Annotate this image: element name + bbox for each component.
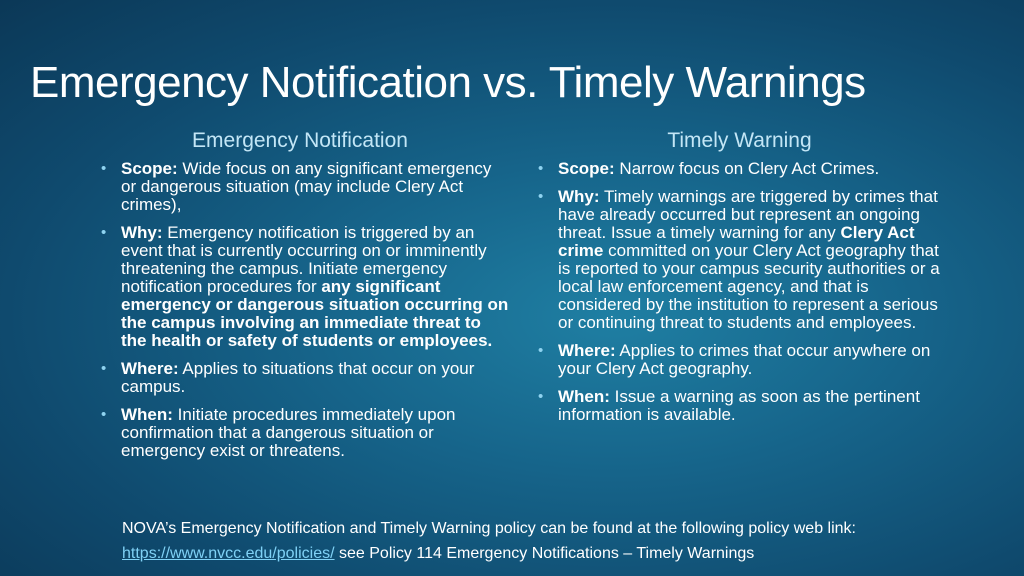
where-text: Applies to situations that occur on your campus. xyxy=(121,359,475,396)
policy-footer xyxy=(122,516,942,566)
slide-title: Emergency Notification vs. Timely Warnings xyxy=(30,58,866,107)
bullet-icon: • xyxy=(538,342,544,359)
list-item-where xyxy=(100,360,510,396)
where-label: Where: xyxy=(558,341,616,360)
footer-text: NOVA’s Emergency Notification and Timely Warning policy can be found at the following policy web link: xyxy=(122,520,856,537)
bullet-icon: • xyxy=(101,406,107,423)
why-text: Timely warnings are triggered by crimes that have already occurred but represent an ongoing threat. Issue a timely warning for any xyxy=(558,187,938,242)
why-label: Why: xyxy=(121,223,163,242)
list-item-when xyxy=(100,406,510,460)
bullet-icon: • xyxy=(101,360,107,377)
why-text: Emergency notification is triggered by an event that is currently occurring on or imminently threatening the campus. Initiate emergency notification procedures for xyxy=(121,223,487,296)
emergency-notification-list xyxy=(100,160,510,460)
why-label: Why: xyxy=(558,187,600,206)
scope-label: Scope: xyxy=(121,159,178,178)
when-text: Issue a warning as soon as the pertinent information is available. xyxy=(558,387,920,424)
list-item-scope xyxy=(537,160,942,178)
list-item-why xyxy=(537,188,942,332)
when-text: Initiate procedures immediately upon confirmation that a dangerous situation or emergency exist or threatens. xyxy=(121,405,456,460)
why-emphasis: any significant emergency or dangerous situation occurring on the campus involving an immediate threat to the health or safety of students or employees. xyxy=(121,277,509,350)
list-item-when xyxy=(537,388,942,424)
bullet-icon: • xyxy=(538,188,544,205)
timely-warning-column xyxy=(537,128,942,434)
scope-label: Scope: xyxy=(558,159,615,178)
scope-text: Wide focus on any significant emergency or dangerous situation (may include Clery Act crimes), xyxy=(121,159,492,214)
timely-warning-list xyxy=(537,160,942,424)
emergency-notification-column xyxy=(100,128,510,470)
where-label: Where: xyxy=(121,359,179,378)
footer-text-continued: see Policy 114 Emergency Notifications – Timely Warnings xyxy=(339,545,755,562)
where-text: Applies to crimes that occur anywhere on your Clery Act geography. xyxy=(558,341,931,378)
when-label: When: xyxy=(121,405,173,424)
why-text-continued: committed on your Clery Act geography that is reported to your campus security authorities or a local law enforcement agency, and that is considered by the institution to represent a serious or continuing threat to students and employees. xyxy=(558,241,940,332)
when-label: When: xyxy=(558,387,610,406)
list-item-where xyxy=(537,342,942,378)
bullet-icon: • xyxy=(101,160,107,177)
emergency-notification-heading: Emergency Notification xyxy=(192,129,408,152)
list-item-why xyxy=(100,224,510,350)
scope-text: Narrow focus on Clery Act Crimes. xyxy=(619,159,880,178)
why-emphasis: Clery Act crime xyxy=(558,223,915,260)
policy-link[interactable]: https://www.nvcc.edu/policies/ xyxy=(122,545,335,562)
bullet-icon: • xyxy=(538,160,544,177)
list-item-scope xyxy=(100,160,510,214)
bullet-icon: • xyxy=(101,224,107,241)
timely-warning-heading: Timely Warning xyxy=(667,129,812,152)
bullet-icon: • xyxy=(538,388,544,405)
